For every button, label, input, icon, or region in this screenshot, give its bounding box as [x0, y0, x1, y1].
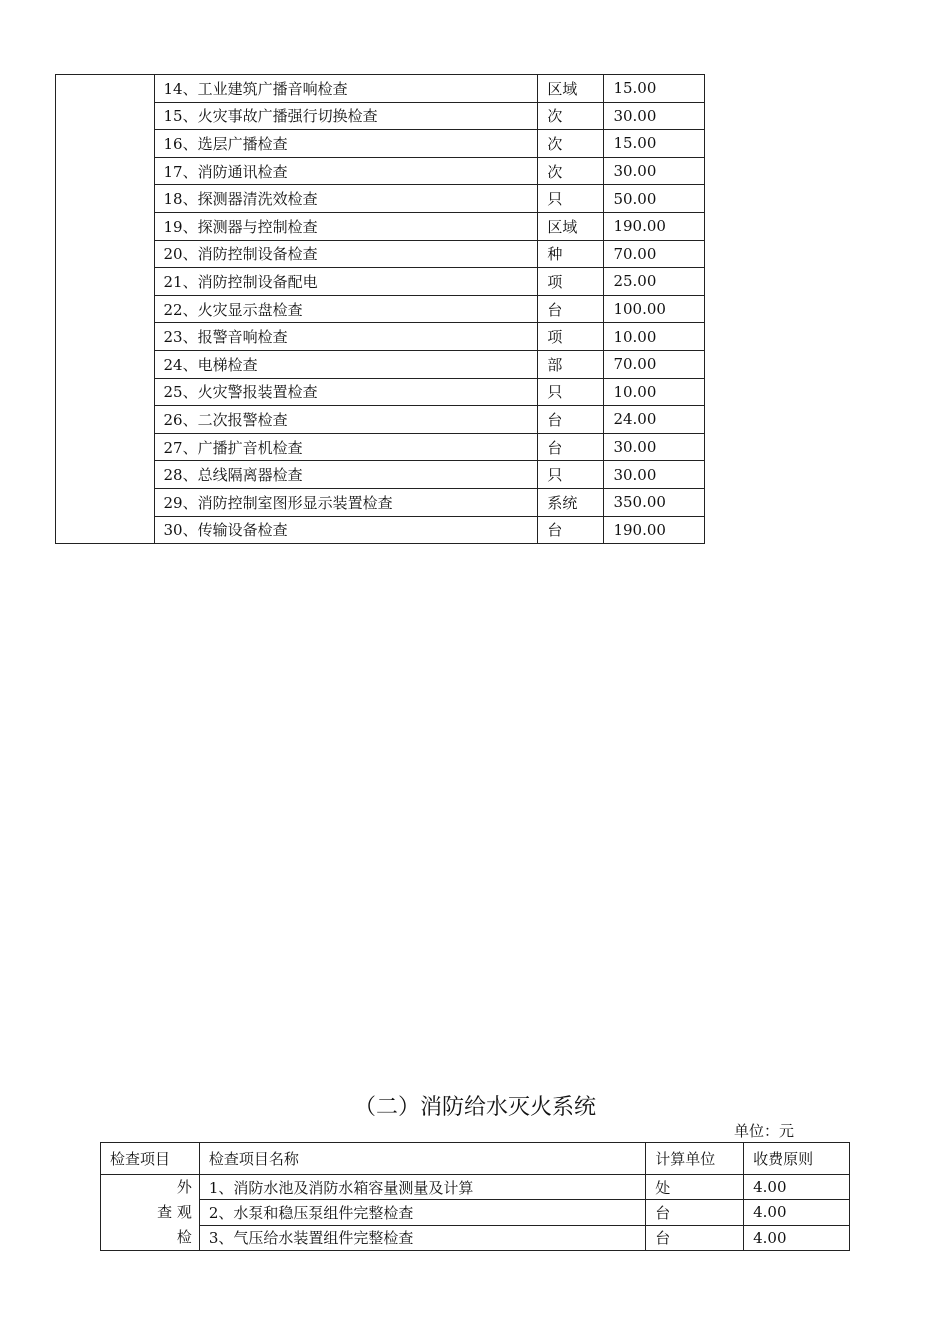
- item-fee: 4.00: [744, 1225, 850, 1250]
- unit-label: 单位：元: [734, 1122, 795, 1140]
- table-row: [101, 1175, 850, 1200]
- item-unit: 只: [538, 185, 604, 213]
- fire-alarm-fee-table-continued: [55, 74, 705, 544]
- item-fee: 10.00: [604, 323, 705, 351]
- item-name: 18、探测器清洗效检查: [154, 185, 538, 213]
- header-unit: 计算单位: [646, 1143, 744, 1175]
- item-unit: 次: [538, 102, 604, 130]
- item-name: 14、工业建筑广播音响检查: [154, 75, 538, 103]
- item-fee: 190.00: [604, 212, 705, 240]
- item-fee: 30.00: [604, 433, 705, 461]
- table-row: [101, 1200, 850, 1225]
- item-name: 22、火灾显示盘检查: [154, 295, 538, 323]
- item-name: 23、报警音响检查: [154, 323, 538, 351]
- item-name: 25、火灾警报装置检查: [154, 378, 538, 406]
- item-name: 26、二次报警检查: [154, 406, 538, 434]
- item-fee: 350.00: [604, 488, 705, 516]
- header-category: 检查项目: [101, 1143, 200, 1175]
- item-fee: 50.00: [604, 185, 705, 213]
- item-unit: 台: [646, 1225, 744, 1250]
- item-fee: 24.00: [604, 406, 705, 434]
- item-fee: 30.00: [604, 157, 705, 185]
- item-unit: 台: [538, 406, 604, 434]
- item-unit: 项: [538, 323, 604, 351]
- item-unit: 区域: [538, 212, 604, 240]
- item-unit: 系统: [538, 488, 604, 516]
- item-name: 3、气压给水装置组件完整检查: [199, 1225, 645, 1250]
- category-line: 查 观: [157, 1203, 192, 1221]
- item-fee: 30.00: [604, 102, 705, 130]
- item-fee: 30.00: [604, 461, 705, 489]
- item-name: 2、水泵和稳压泵组件完整检查: [199, 1200, 645, 1225]
- item-unit: 台: [646, 1200, 744, 1225]
- item-fee: 190.00: [604, 516, 705, 544]
- item-name: 27、广播扩音机检查: [154, 433, 538, 461]
- water-supply-fee-table: [100, 1142, 850, 1251]
- item-fee: 4.00: [744, 1200, 850, 1225]
- category-line: 检: [176, 1228, 192, 1246]
- category-line: 外: [176, 1178, 192, 1196]
- item-unit: 台: [538, 433, 604, 461]
- item-unit: 项: [538, 268, 604, 296]
- header-fee: 收费原则: [744, 1143, 850, 1175]
- item-fee: 15.00: [604, 130, 705, 158]
- table-row: [101, 1225, 850, 1250]
- category-cell: [56, 75, 155, 544]
- item-fee: 100.00: [604, 295, 705, 323]
- item-unit: 区域: [538, 75, 604, 103]
- item-name: 28、总线隔离器检查: [154, 461, 538, 489]
- item-name: 24、电梯检查: [154, 350, 538, 378]
- fee-table-body: [56, 75, 705, 544]
- item-name: 1、消防水池及消防水箱容量测量及计算: [199, 1175, 645, 1200]
- item-name: 21、消防控制设备配电: [154, 268, 538, 296]
- table-row: [56, 75, 705, 103]
- item-unit: 次: [538, 157, 604, 185]
- item-unit: 处: [646, 1175, 744, 1200]
- item-fee: 25.00: [604, 268, 705, 296]
- item-name: 29、消防控制室图形显示装置检查: [154, 488, 538, 516]
- item-fee: 4.00: [744, 1175, 850, 1200]
- item-unit: 部: [538, 350, 604, 378]
- item-unit: 只: [538, 378, 604, 406]
- item-fee: 10.00: [604, 378, 705, 406]
- item-fee: 70.00: [604, 350, 705, 378]
- item-name: 15、火灾事故广播强行切换检查: [154, 102, 538, 130]
- table-header-row: [101, 1143, 850, 1175]
- item-unit: 次: [538, 130, 604, 158]
- section-title: （二）消防给水灭火系统: [353, 1095, 596, 1120]
- item-name: 17、消防通讯检查: [154, 157, 538, 185]
- header-item-name: 检查项目名称: [199, 1143, 645, 1175]
- category-cell: [101, 1175, 200, 1251]
- item-unit: 台: [538, 516, 604, 544]
- item-unit: 只: [538, 461, 604, 489]
- item-name: 20、消防控制设备检查: [154, 240, 538, 268]
- item-unit: 台: [538, 295, 604, 323]
- item-fee: 70.00: [604, 240, 705, 268]
- item-name: 16、选层广播检查: [154, 130, 538, 158]
- item-name: 19、探测器与控制检查: [154, 212, 538, 240]
- item-unit: 种: [538, 240, 604, 268]
- item-name: 30、传输设备检查: [154, 516, 538, 544]
- item-fee: 15.00: [604, 75, 705, 103]
